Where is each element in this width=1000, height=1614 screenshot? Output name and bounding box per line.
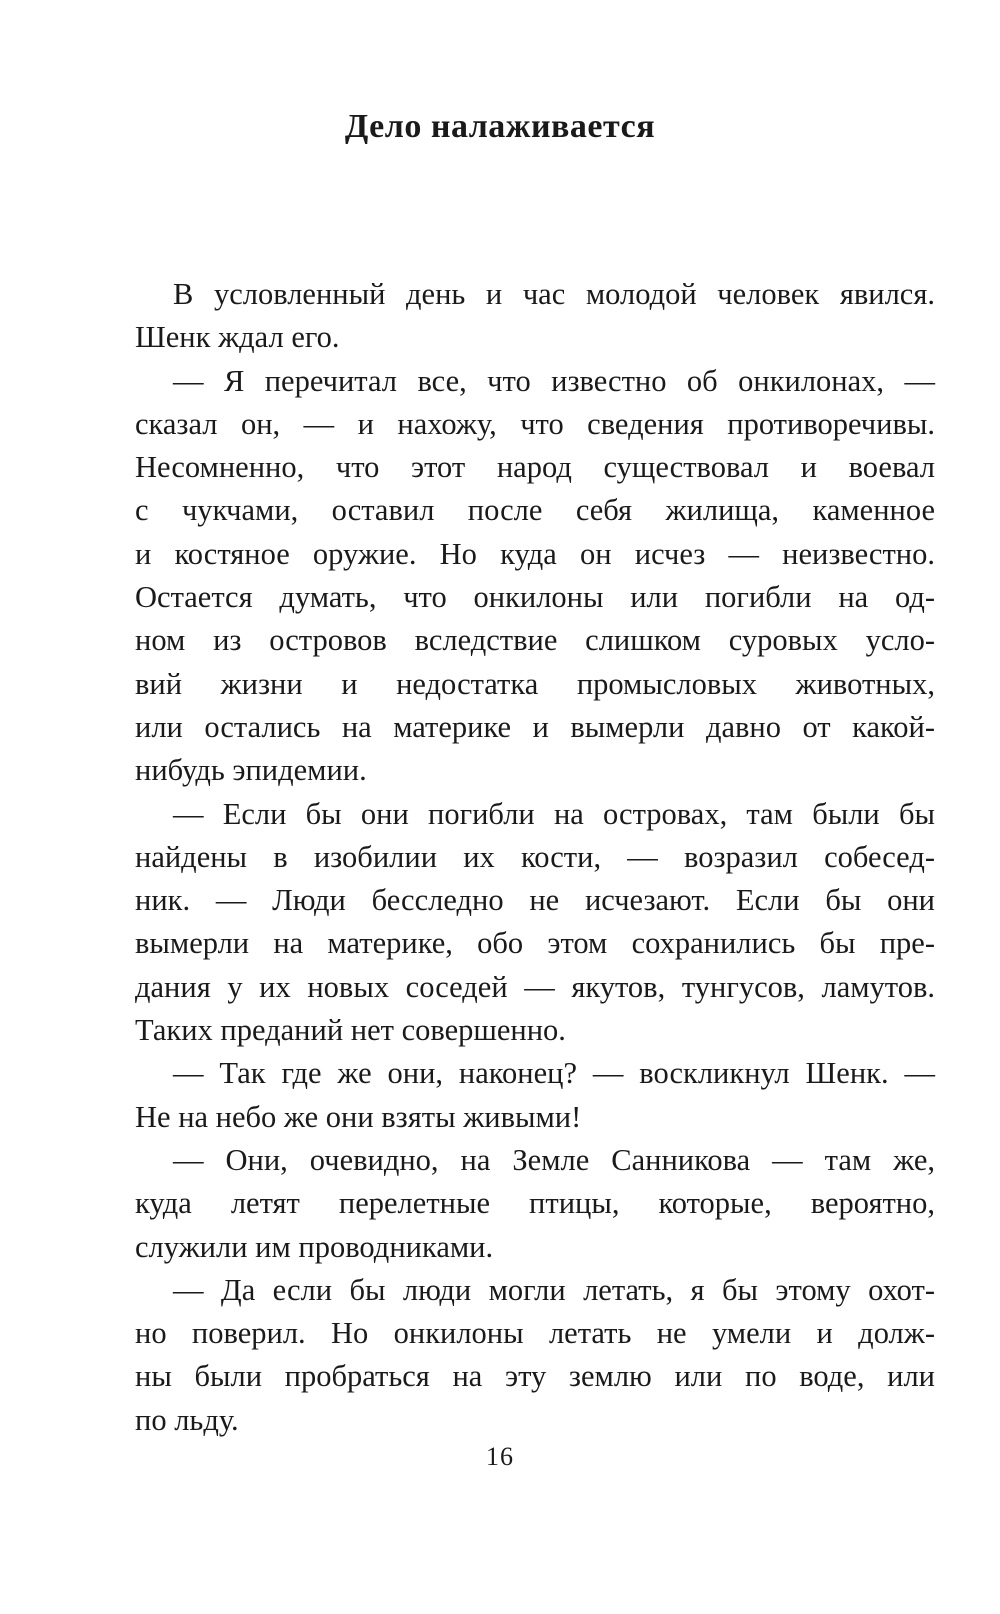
- text-line: — Да если бы люди могли летать, я бы этому охот-: [173, 1272, 935, 1307]
- chapter-title: Дело налаживается: [344, 108, 656, 145]
- text-line: В условленный день и час молодой человек явился.: [173, 277, 935, 311]
- text-line: дания у их новых соседей — якутов, тунгусов, ламутов.: [135, 969, 935, 1004]
- text-line: и костяное оружие. Но куда он исчез — неизвестно.: [135, 536, 935, 571]
- page-number: 16: [486, 1442, 514, 1471]
- text-line: Несомненно, что этот народ существовал и воевал: [135, 450, 935, 485]
- text-line: ном из островов вследствие слишком суровых усло-: [135, 623, 935, 658]
- text-line: с чукчами, оставил после себя жилища, каменное: [135, 493, 935, 528]
- text-line: Таких преданий нет совершенно.: [135, 1013, 566, 1048]
- text-line: — Так где же они, наконец? — воскликнул Шенк. —: [173, 1056, 935, 1091]
- text-line: по льду.: [135, 1402, 239, 1437]
- text-line: ник. — Люди бесследно не исчезают. Если бы они: [135, 883, 935, 918]
- text-line: найдены в изобилии их кости, — возразил собесед-: [135, 839, 935, 874]
- body-text: [135, 273, 935, 1442]
- text-line: Шенк ждал его.: [135, 320, 340, 355]
- text-line: нибудь эпидемии.: [135, 753, 367, 788]
- text-line: сказал он, — и нахожу, что сведения противоречивы.: [135, 406, 935, 441]
- text-line: вымерли на материке, обо этом сохранились бы пре-: [135, 926, 935, 961]
- text-line: — Если бы они погибли на островах, там были бы: [173, 796, 935, 831]
- text-line: куда летят перелетные птицы, которые, вероятно,: [135, 1186, 935, 1221]
- text-line: — Я перечитал все, что известно об онкилонах, —: [173, 363, 935, 398]
- text-line: или остались на материке и вымерли давно от какой-: [135, 709, 935, 744]
- text-line: Остается думать, что онкилоны или погибли на од-: [135, 580, 935, 615]
- text-line: ны были пробраться на эту землю или по воде, или: [135, 1359, 935, 1394]
- text-line: вий жизни и недостатка промысловых животных,: [135, 666, 935, 701]
- text-line: но поверил. Но онкилоны летать не умели и долж-: [135, 1316, 935, 1351]
- text-line: Не на небо же они взяты живыми!: [135, 1099, 582, 1134]
- text-line: служили им проводниками.: [135, 1229, 494, 1264]
- text-line: — Они, очевидно, на Земле Санникова — там же,: [173, 1142, 935, 1177]
